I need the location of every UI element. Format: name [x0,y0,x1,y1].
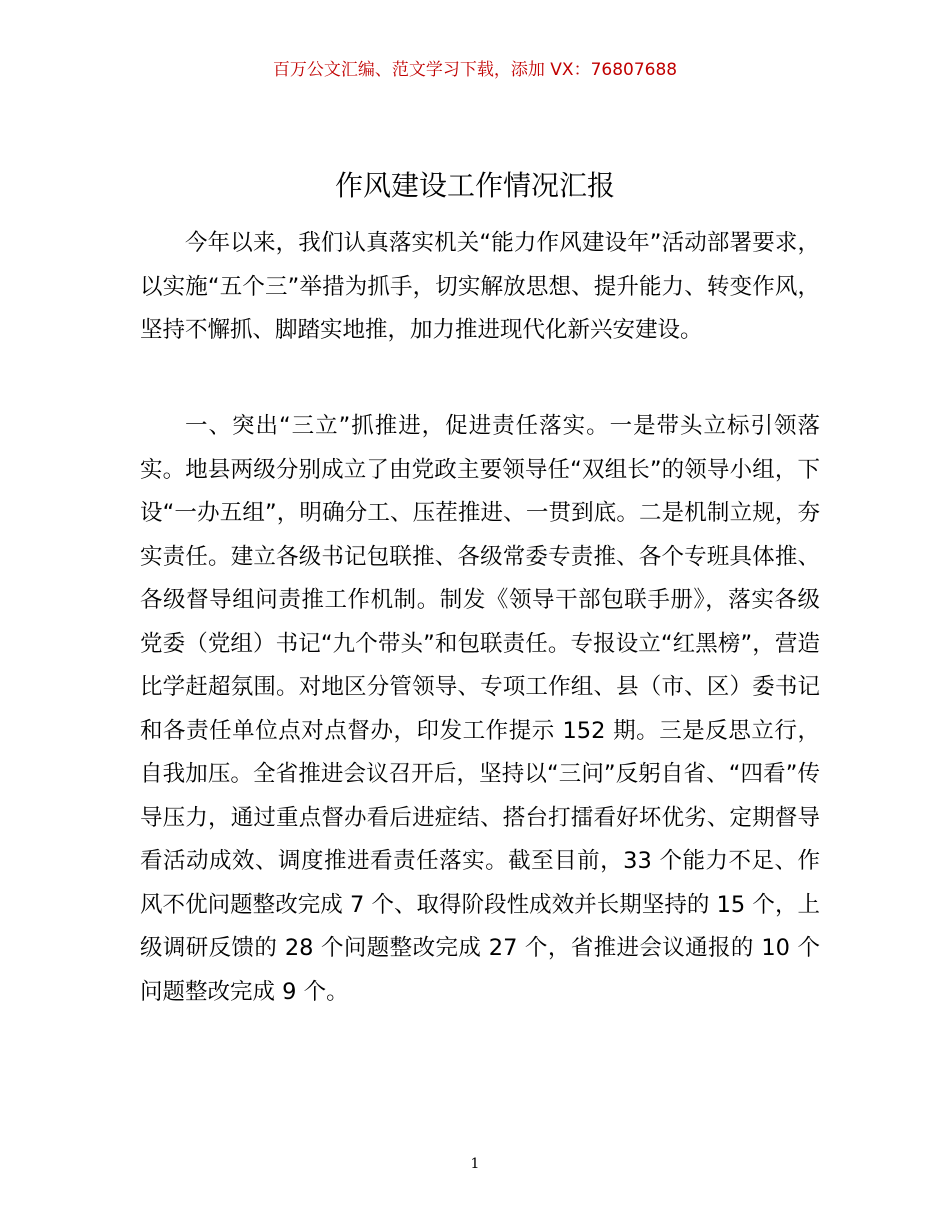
header-banner: 百万公文汇编、范文学习下载，添加 VX：76807688 [272,60,678,80]
document-title: 作风建设工作情况汇报 [334,169,615,202]
paragraph-section-one: 一、突出“三立”抓推进，促进责任落实。一是带头立标引领落实。地县两级分别成立了由党政主要领导任“双组长”的领导小组，下设“一办五组”，明确分工、压茬推进、一贯到底。二是机制立规，夯实责任。建立各级书记包联推、各级常委专责推、各个专班具体推、各级督导组问责推工作机制。制发《领导干部包联手册》，落实各级党委（党组）书记“九个带头”和包联责任。专报设立“红黑榜”，营造比学赶超氛围。对地区分管领导、专项工作组、县（市、区）委书记和各责任单位点对点督办，印发工作提示 152 期。三是反思立行，自我加压。全省推进会议召开后，坚持以“三问”反躬自省、“四看”传导压力，通过重点督办看后进症结、搭台打擂看好坏优劣、定期督导看活动成效、调度推进看责任落实。截至目前，33 个能力不足、作风不优问题整改完成 7 个、取得阶段性成效并长期坚持的 15 个，上级调研反馈的 28 个问题整改完成 27 个，省推进会议通报的 10 个问题整改完成 9 个。 [140,413,820,1005]
paragraph-intro-block [140,222,820,353]
paragraph-section-one-block [140,405,820,1014]
page-number: 1 [470,1156,480,1172]
paragraph-intro: 今年以来，我们认真落实机关“能力作风建设年”活动部署要求，以实施“五个三”举措为抓手，切实解放思想、提升能力、转变作风，坚持不懈抓、脚踏实地推，加力推进现代化新兴安建设。 [140,230,820,343]
